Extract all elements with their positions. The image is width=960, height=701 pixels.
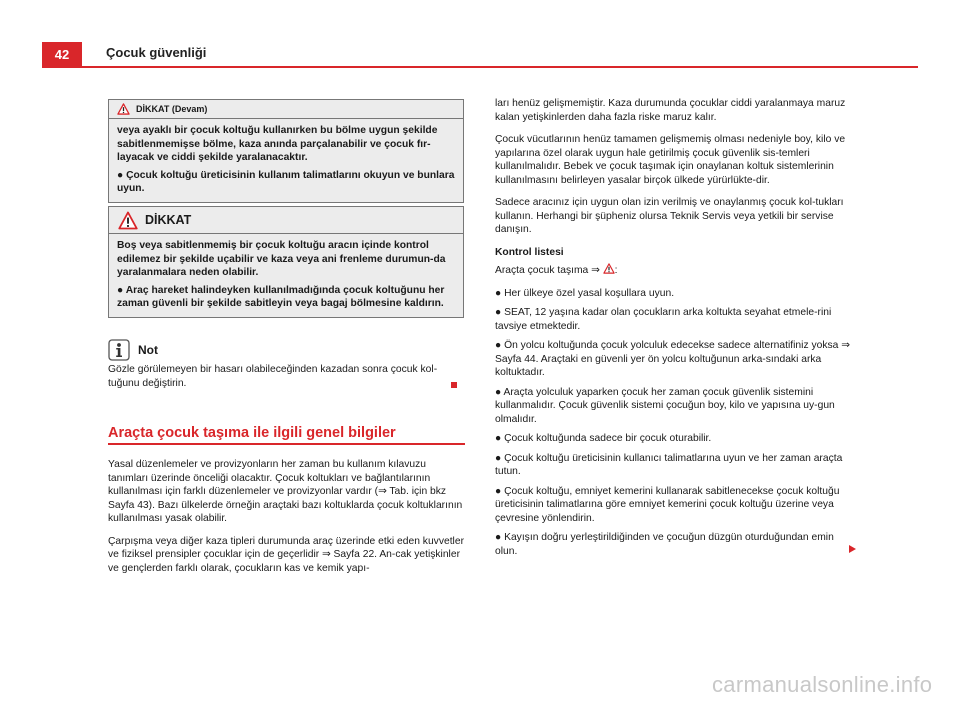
checklist-item: ● Her ülkeye özel yasal koşullara uyun. (495, 287, 675, 299)
warning-paragraph: ● Araç hareket halindeyken kullanılmadığında çocuk koltuğunu her zaman güvenli bir şekilde sabitleyin veya bagaj bölmesine kaldırın. (117, 284, 445, 309)
checklist-item: ● Çocuk koltuğunda sadece bir çocuk oturabilir. (495, 433, 712, 444)
body-paragraph: Çarpışma veya diğer kaza tipleri durumunda araç üzerinde etki eden kuvvetler ve fiziksel prensipler çocuklar için de geçerlidir ⇒ Sayfa 22. An-cak yetişkinler ve gençlerden farklı olarak, çocukların kas ve kemik yapı- (108, 535, 464, 574)
warning-paragraph: Boş veya sabitlenmemiş bir çocuk koltuğu aracın içinde kontrol edilemez bir şekilde uçabilir ve kaza veya ani frenleme durumun-da yaralanmalara neden olabilir. (117, 240, 446, 278)
header-rule (42, 66, 918, 68)
warning-triangle-icon (117, 211, 139, 230)
checklist-item: ● Çocuk koltuğu, emniyet kemerini kullanarak sabitlenecekse çocuk koltuğu üreticisinin talimatlarına göre emniyet kemerini çocuk koltuğu üzerine veya çevresine yönlendirin. (495, 485, 840, 524)
body-paragraph: ları henüz gelişmemiştir. Kaza durumunda çocuklar ciddi yaralanmaya maruz kalan yetişkinlerden daha fazla riske maruz kalır. (495, 98, 846, 123)
checklist-intro: Araçta çocuk taşıma ⇒ : (495, 265, 618, 276)
continue-arrow-icon (849, 545, 856, 553)
right-column (495, 97, 853, 564)
warning-box (108, 206, 464, 318)
body-paragraph: Yasal düzenlemeler ve provizyonların her zaman bu kullanım kılavuzu tanımları üzerinde önceliği olacaktır. Çocuk koltukları ve bağlantılarının kullanılması için farklı düzenlemeler ve provizyonlar vardır (⇒ Tab. için bkz Sayfa 43). Bazı ülkelerde örneğin araçtaki bazı koltuklarda çocuk koltuklarının kullanılması yasak olabilir. (108, 459, 463, 524)
chapter-title: Çocuk güvenliği (106, 45, 207, 60)
checklist-item: ● Ön yolcu koltuğunda çocuk yolculuk edecekse sadece alternatifiniz yoksa ⇒ Sayfa 44. Araçtaki en güvenli yer ön yolcu koltuğunun arka-sındaki arka koltuktadır. (495, 340, 850, 378)
warning-header (109, 100, 463, 119)
section-rule (108, 443, 465, 445)
warning-box-continued (108, 99, 464, 203)
warning-triangle-icon (117, 103, 130, 115)
warning-triangle-icon (603, 263, 615, 274)
section-end-marker (451, 382, 457, 388)
body-paragraph: Sadece aracınız için uygun olan izin verilmiş ve onaylanmış çocuk kol-tukları kullanın. Herhangi bir şüpheniz olursa Teknik Servis veya yetkili bir servise danışın. (495, 197, 844, 235)
info-icon (108, 339, 130, 361)
checklist-item: ● Araçta yolculuk yaparken çocuk her zaman çocuk güvenlik sistemini kullanmalıdır. Çocuk güvenlik sistemi çocuğun boy, kilo ve yapısına uy-gun olmalıdır. (495, 386, 835, 425)
checklist-title: Kontrol listesi (495, 246, 564, 258)
watermark: carmanualsonline.info (712, 672, 933, 697)
section-heading: Araçta çocuk taşıma ile ilgili genel bilgiler (108, 425, 396, 441)
warning-paragraph: ● Çocuk koltuğu üreticisinin kullanım talimatlarını okuyun ve bunlara uyun. (117, 169, 455, 194)
checklist-item: ● SEAT, 12 yaşına kadar olan çocukların arka koltukta seyahat etmele-rini tavsiye etmektedir. (495, 307, 832, 332)
note-title: Not (138, 343, 158, 357)
warning-title: DİKKAT (Devam) (136, 104, 208, 114)
warning-body (109, 234, 463, 317)
note-text: Gözle görülemeyen bir hasarı olabileceğinden kazadan sonra çocuk kol-tuğunu değiştirin. (108, 364, 438, 389)
body-paragraph: Çocuk vücutlarının henüz tamamen gelişmemiş olması nedeniyle boy, kilo ve yapılarına özel olarak uygun hale getirilmiş çocuk güvenlik sis-temleri kullanılmalıdır. Bebek ve çocuk taşımak için onaylanan koltuk sistemlerinin kullanılmasını belirleyen yasalar birçok ülkede yürürlükte-dir. (495, 134, 846, 186)
checklist-item: ● Kayışın doğru yerleştirildiğinden ve çocuğun düzgün oturduğundan emin olun. (495, 532, 834, 557)
warning-paragraph: veya ayaklı bir çocuk koltuğu kullanırken bu bölme uygun şekilde sabitlenmemişse bölme, kaza anında parçalanabilir ve çocuk fır-layacak ve ciddi şekilde yaralanacaktır. (117, 125, 438, 163)
warning-body (109, 119, 463, 202)
warning-title: DİKKAT (145, 213, 192, 227)
warning-header (109, 207, 463, 234)
checklist-item: ● Çocuk koltuğu üreticisinin kullanıcı talimatlarına uyun ve her zaman araçta tutun. (495, 452, 843, 477)
page-number: 42 (42, 42, 82, 66)
note-block (108, 338, 464, 390)
left-body-text (108, 458, 464, 584)
note-header (108, 338, 464, 362)
